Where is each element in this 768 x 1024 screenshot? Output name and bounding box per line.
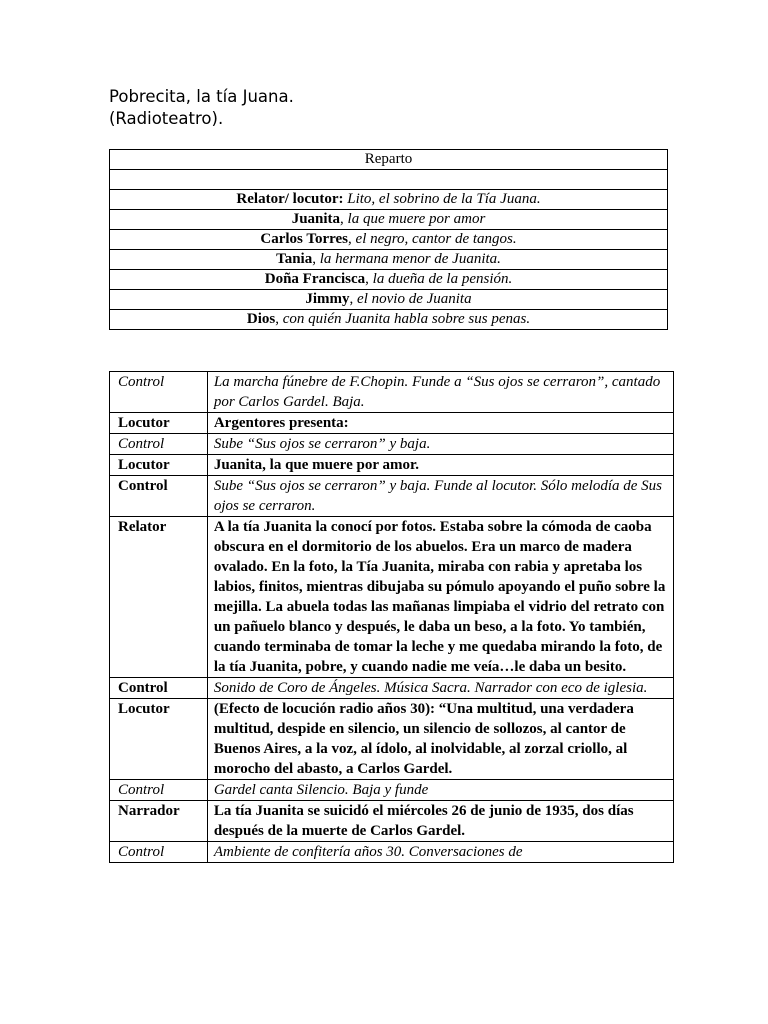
cast-name: Relator/ locutor <box>236 191 339 207</box>
cast-sep: : <box>338 191 348 207</box>
cast-desc: la que muere por amor <box>347 211 486 227</box>
cast-sep: , <box>275 311 283 327</box>
cast-header: Reparto <box>110 150 668 170</box>
cast-name: Juanita <box>291 211 341 227</box>
script-row <box>110 434 674 455</box>
script-row <box>110 842 674 863</box>
document-title <box>109 86 294 130</box>
script-text: Argentores presenta: <box>207 413 673 434</box>
title-line-1: Pobrecita, la tía Juana. <box>109 87 294 106</box>
script-role: Relator <box>110 517 208 678</box>
cast-row <box>110 250 668 270</box>
cast-name: Jimmy <box>305 291 350 307</box>
script-role: Locutor <box>110 699 208 780</box>
cast-row <box>110 190 668 210</box>
cast-name: Dios <box>246 311 276 327</box>
cast-name: Tania <box>276 251 313 267</box>
cast-row <box>110 210 668 230</box>
cast-table <box>109 149 668 330</box>
script-table <box>109 371 674 863</box>
cast-sep: , <box>365 271 373 287</box>
cast-desc: el negro, cantor de tangos. <box>355 231 517 247</box>
cast-sep: , <box>348 231 356 247</box>
script-role: Control <box>110 842 208 863</box>
cast-row <box>110 290 668 310</box>
script-text: (Efecto de locución radio años 30): “Una multitud, una verdadera multitud, despide en silencio, un silencio de sollozos, al cantor de Buenos Aires, a la voz, al ídolo, al inolvidable, al zorzal criollo, al morocho del abasto, a Carlos Gardel. <box>207 699 673 780</box>
script-row <box>110 801 674 842</box>
script-row <box>110 372 674 413</box>
script-role: Control <box>110 372 208 413</box>
script-text: Sonido de Coro de Ángeles. Música Sacra. Narrador con eco de iglesia. <box>207 678 673 699</box>
cast-sep: , <box>349 291 358 307</box>
script-role: Control <box>110 476 208 517</box>
cast-desc: la dueña de la pensión. <box>372 271 513 287</box>
script-text: La tía Juanita se suicidó el miércoles 26 de junio de 1935, dos días después de la muerte de Carlos Gardel. <box>207 801 673 842</box>
script-text: Gardel canta Silencio. Baja y funde <box>207 780 673 801</box>
script-text: Sube “Sus ojos se cerraron” y baja. <box>207 434 673 455</box>
cast-row <box>110 270 668 290</box>
cast-row <box>110 310 668 330</box>
cast-name: Doña Francisca <box>264 271 366 287</box>
script-row <box>110 780 674 801</box>
script-text: A la tía Juanita la conocí por fotos. Estaba sobre la cómoda de caoba obscura en el dormitorio de los abuelos. Era un marco de madera ovalado. En la foto, la Tía Juanita, miraba con rabia y apretaba los labios, finitos, mientras dibujaba su pómulo apoyando el puño sobre la mejilla. La abuela todas las mañanas limpiaba el vidrio del retrato con un pañuelo blanco y después, le daba un beso, a la foto. Yo también, cuando terminaba de tomar la leche y me quedaba mirando la foto, de la tía Juanita, pobre, y cuando nadie me veía…le daba un besito. <box>207 517 673 678</box>
script-row <box>110 413 674 434</box>
script-row <box>110 699 674 780</box>
script-role: Control <box>110 434 208 455</box>
cast-desc: Lito, el sobrino de la Tía Juana. <box>347 191 541 207</box>
script-text: Juanita, la que muere por amor. <box>207 455 673 476</box>
script-text: Ambiente de confitería años 30. Conversaciones de <box>207 842 673 863</box>
cast-row <box>110 230 668 250</box>
script-row <box>110 678 674 699</box>
title-line-2: (Radioteatro). <box>109 109 224 128</box>
cast-spacer-row <box>110 170 668 190</box>
cast-desc: con quién Juanita habla sobre sus penas. <box>282 311 531 327</box>
script-text: Sube “Sus ojos se cerraron” y baja. Funde al locutor. Sólo melodía de Sus ojos se cerraron. <box>207 476 673 517</box>
script-row <box>110 517 674 678</box>
cast-sep: , <box>312 251 320 267</box>
script-text: La marcha fúnebre de F.Chopin. Funde a “Sus ojos se cerraron”, cantado por Carlos Gardel. Baja. <box>207 372 673 413</box>
cast-desc: el novio de Juanita <box>357 291 472 307</box>
cast-name: Carlos Torres <box>260 231 349 247</box>
script-role: Control <box>110 780 208 801</box>
script-role: Narrador <box>110 801 208 842</box>
script-row <box>110 455 674 476</box>
script-role: Control <box>110 678 208 699</box>
script-role: Locutor <box>110 413 208 434</box>
script-row <box>110 476 674 517</box>
cast-desc: la hermana menor de Juanita. <box>319 251 501 267</box>
cast-sep: , <box>340 211 348 227</box>
script-role: Locutor <box>110 455 208 476</box>
